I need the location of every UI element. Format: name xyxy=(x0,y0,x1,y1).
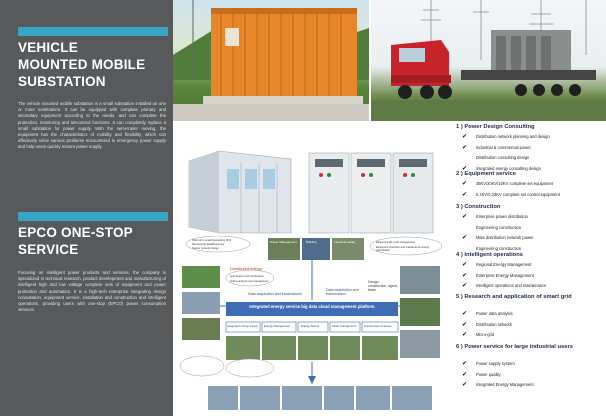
service-item: Distribution network xyxy=(476,321,512,327)
bottom-label: Integrated energy supply xyxy=(227,324,258,328)
industrial-label: Industrial estate xyxy=(334,240,356,244)
acquisition-label-right: Data acquisition and transmission xyxy=(326,288,359,296)
side-note: Equipment operation and maintenance testing optimization xyxy=(376,246,429,252)
vehicle-title-line: VEHICLE xyxy=(18,40,78,55)
bottom-label: Construction of assets xyxy=(364,324,392,328)
service-item: Power quality xyxy=(476,371,501,377)
check-icon: ✔ xyxy=(462,262,468,268)
container-substation-photo xyxy=(173,0,369,121)
vehicle-title-line: SUBSTATION xyxy=(18,74,106,89)
check-icon: ✔ xyxy=(462,371,468,378)
service-item: Power data analysis xyxy=(476,311,513,316)
check-icon: ✔ xyxy=(462,144,468,151)
power-management-label: Power Management xyxy=(270,240,297,244)
epco-title-line: EPCO ONE-STOP xyxy=(18,225,133,240)
acquisition-label-left: Data acquisition and transmission xyxy=(248,292,302,296)
service-item: Integrated energy consulting design xyxy=(476,165,541,171)
side-note: Equipment life cycle management xyxy=(376,241,415,244)
service-section-title: 1 ) Power Design Consulting xyxy=(456,124,535,130)
service-section-title: 6 ) Power service for large industrial users xyxy=(456,344,573,350)
service-item: Enterprise Energy Management xyxy=(476,272,534,278)
check-icon: ✔ xyxy=(462,214,468,220)
accent-bar xyxy=(18,27,168,36)
energy-platform-diagram xyxy=(178,236,451,416)
check-icon: ✔ xyxy=(462,181,468,187)
service-item: Power supply system xyxy=(476,361,515,366)
bottom-label: Energy Management xyxy=(264,324,290,328)
service-item: Industrial & commercial power xyxy=(476,144,531,150)
service-item: 0.4KV/0.23KV complete set control equipment xyxy=(476,191,560,197)
service-section-title: 2 ) Equipment service xyxy=(456,171,516,177)
check-icon: ✔ xyxy=(462,272,468,279)
bottom-label: Energy Saving xyxy=(301,324,320,328)
design-note: Design, construction, agent, lease xyxy=(368,280,398,292)
service-section-title: 5 ) Research and application of smart grid xyxy=(456,294,572,300)
check-icon: ✔ xyxy=(462,311,468,317)
vehicle-title xyxy=(18,39,170,90)
service-item: Micro-grid xyxy=(476,332,495,337)
side-note: Short-term Load Forecasting DCS xyxy=(192,239,232,242)
side-note: optimization and coordination xyxy=(230,275,264,278)
check-icon: ✔ xyxy=(462,283,468,289)
bottom-label: Asset management xyxy=(332,324,357,328)
mobile-substation-truck-photo xyxy=(371,0,606,121)
service-item: Distribution consulting design xyxy=(476,155,530,160)
check-icon: ✔ xyxy=(462,191,468,198)
service-section-title: 3 ) Construction xyxy=(456,204,501,210)
service-item: Engineering construction xyxy=(476,224,522,230)
side-note: Source network charge xyxy=(192,247,219,250)
accent-bar xyxy=(18,212,168,221)
check-icon: ✔ xyxy=(462,321,468,328)
epco-title xyxy=(18,224,170,258)
check-icon: ✔ xyxy=(462,361,468,367)
service-item: Intelligent operations and maintenance xyxy=(476,283,547,288)
side-note: Demand big data/Response xyxy=(192,243,225,246)
service-item: 35KV/20KV/10KV complete set equipment xyxy=(476,181,553,186)
service-item: Enterprise power distribution xyxy=(476,214,528,219)
building-label: Building xyxy=(306,240,317,244)
check-icon: ✔ xyxy=(462,382,468,388)
check-icon: ✔ xyxy=(462,134,468,140)
platform-label: Integrated energy service big data cloud management platform xyxy=(249,304,375,309)
epco-title-line: SERVICE xyxy=(18,242,79,257)
check-icon: ✔ xyxy=(462,165,468,172)
epco-paragraph: Focusing on intelligent power products and services, the company is specialized in technical research, product development and manufacturing of intelligent high and low voltage complete sets of equipment and power protection and automation. It is a high-tech enterprise integrating design consultation, equipment service, installation and construction and intelligent operations, providing users with one-stop (EPCO) power consumption services. xyxy=(18,270,166,313)
service-item: Distribution network planning and design xyxy=(476,134,550,139)
service-item: Main distribution network power xyxy=(476,235,534,240)
service-item: Engineering construction xyxy=(476,245,522,251)
service-item: Integrated Energy Management xyxy=(476,382,534,387)
side-note: Online analysis and management xyxy=(230,280,269,283)
vehicle-paragraph: The vehicle mounted mobile substation is a small substation installed on one or more semitrailers. It can be equipped with complete primary and secondary equipment according to the needs, and can complete the protection, monitoring and telecontrol functions. It can completely replace a small substation for power supply. With the semi-trailer moving, the equipment has the characteristics of mobility and flexibility, which can effectively solve various problems encountered in emergency power supply and help users quickly restore power supply. xyxy=(18,101,166,150)
check-icon: ✔ xyxy=(462,235,468,241)
distributed-energy-label: Distributed energy xyxy=(230,266,263,271)
service-section-title: 4 ) Intelligent operations xyxy=(456,252,523,258)
switchgear-cabinet-photo xyxy=(179,141,451,236)
check-icon: ✔ xyxy=(462,332,468,338)
service-item: Regional Energy Management xyxy=(476,262,532,267)
vehicle-title-line: MOUNTED MOBILE xyxy=(18,57,146,72)
